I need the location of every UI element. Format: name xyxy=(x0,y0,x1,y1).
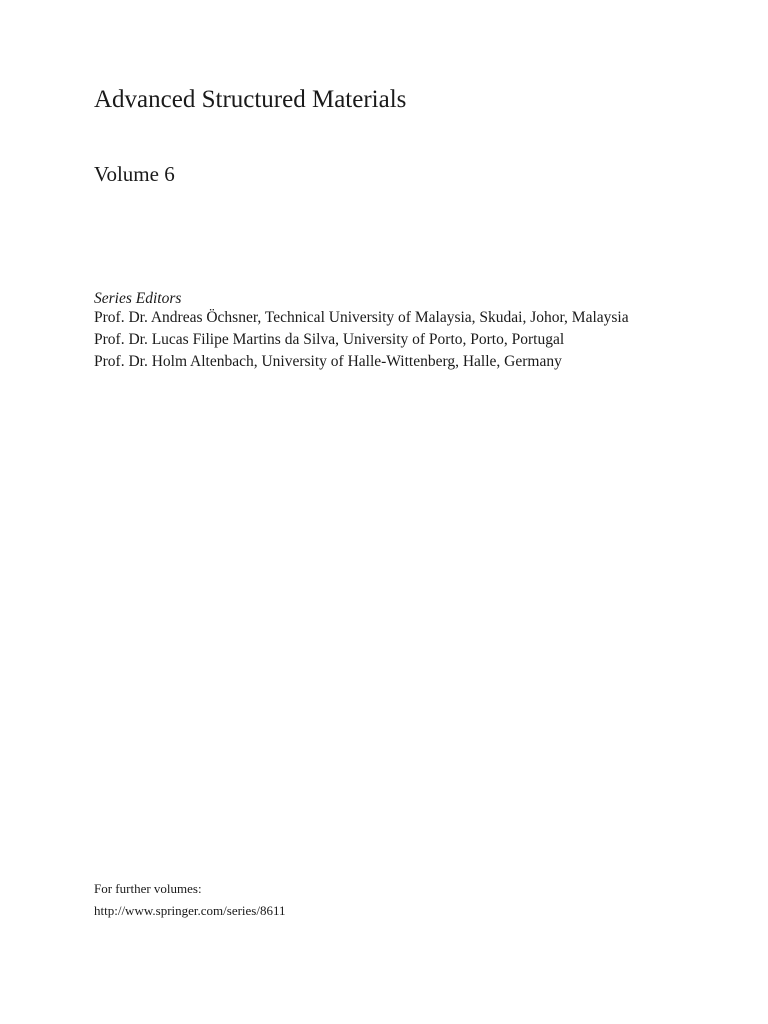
further-volumes-block xyxy=(94,878,285,922)
series-editors-heading: Series Editors xyxy=(94,290,182,307)
series-editors-block xyxy=(94,289,674,371)
editor-entry: Prof. Dr. Holm Altenbach, University of Halle-Wittenberg, Halle, Germany xyxy=(94,353,562,370)
editor-entry: Prof. Dr. Lucas Filipe Martins da Silva, University of Porto, Porto, Portugal xyxy=(94,331,565,348)
series-title: Advanced Structured Materials xyxy=(94,86,407,113)
series-url-text: http://www.springer.com/series/8611 xyxy=(94,903,286,918)
volume-number: Volume 6 xyxy=(94,162,175,186)
further-volumes-label: For further volumes: xyxy=(94,881,202,896)
editor-entry: Prof. Dr. Andreas Öchsner, Technical University of Malaysia, Skudai, Johor, Malaysia xyxy=(94,309,629,326)
